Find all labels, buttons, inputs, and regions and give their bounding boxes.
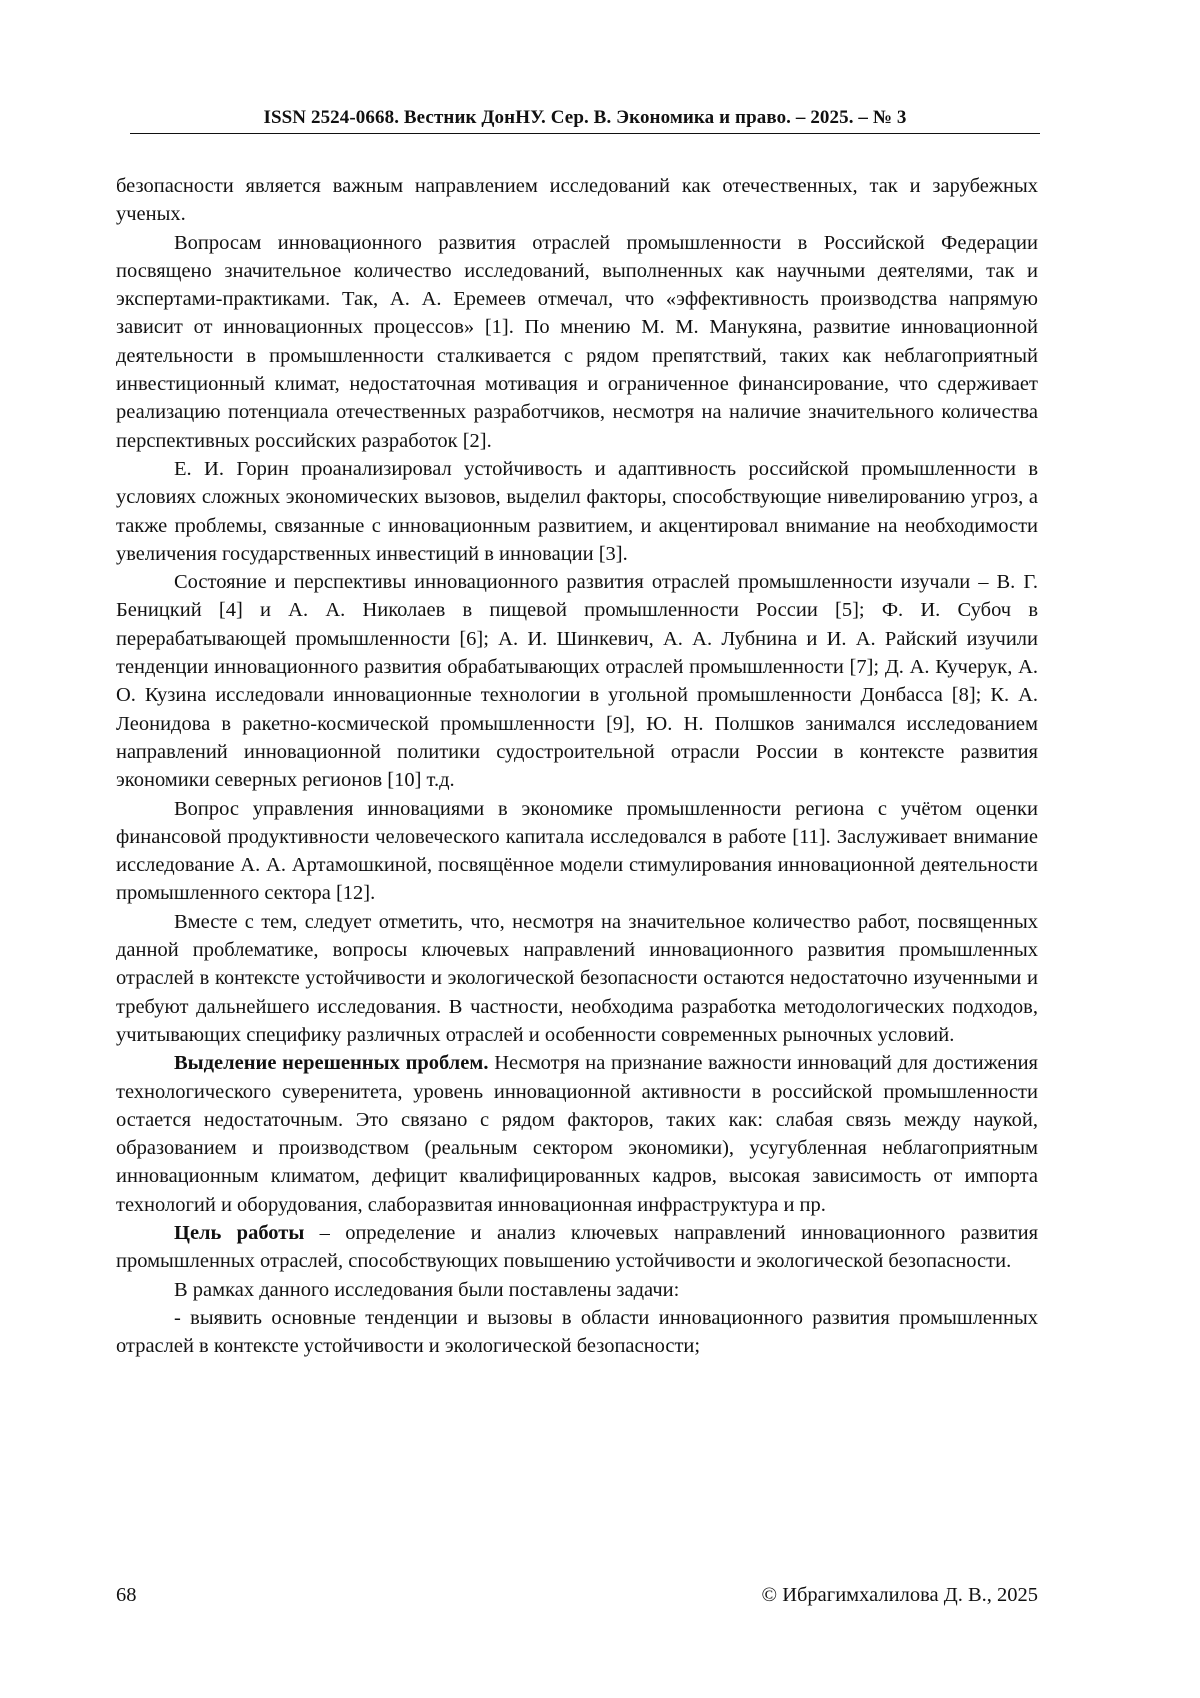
unsolved-problems-heading: Выделение нерешенных проблем. bbox=[174, 1052, 489, 1075]
page-number: 68 bbox=[116, 1584, 137, 1606]
paragraph-innovation-management: Вопрос управления инновациями в экономике промышленности региона с учётом оценки финансовой продуктивности человеческого капитала исследовался в работе [11]. Заслуживает внимание исследование А. А. Артамошкиной, посвящённое модели стимулирования инновационной деятельности промышленного сектора [12]. bbox=[116, 797, 1038, 905]
paragraph-unsolved-problems bbox=[116, 1049, 1038, 1219]
paragraph-continuation: безопасности является важным направлением исследований как отечественных, так и зарубежных ученых. bbox=[116, 175, 1038, 226]
paragraph-industry-studies: Состояние и перспективы инновационного развития отраслей промышленности изучали – В. Г. Беницкий [4] и А. А. Николаев в пищевой промышленности России [5]; Ф. И. Субоч в перерабатывающей промышленности [6]; А. И. Шинкевич, А. А. Лубнина и И. А. Райский изучили тенденции инновационного развития обрабатывающих отраслей промышленности [7]; Д. А. Кучерук, А. О. Кузина исследовали инновационные технологии в угольной промышленности Донбасса [8]; К. А. Леонидова в ракетно-космической промышленности [9], Ю. Н. Полшков занимался исследованием направлений инновационной политики судостроительной отрасли России в контексте развития экономики северных регионов [10] т.д. bbox=[116, 571, 1038, 792]
paragraph-research-gap: Вместе с тем, следует отметить, что, несмотря на значительное количество работ, посвященных данной проблематике, вопросы ключевых направлений инновационного развития промышленных отраслей в контексте устойчивости и экологической безопасности остаются недостаточно изученными и требуют дальнейшего исследования. В частности, необходима разработка методологических подходов, учитывающих специфику различных отраслей и особенности современных рыночных условий. bbox=[116, 910, 1038, 1046]
unsolved-problems-text: Несмотря на признание важности инноваций для достижения технологического суверенитета, уровень инновационной активности в российской промышленности остается недостаточным. Это связано с рядом факторов, таких как: слабая связь между наукой, образованием и производством (реальным сектором экономики), усугубленная неблагоприятным инновационным климатом, дефицит квалифицированных кадров, высокая зависимость от импорта технологий и оборудования, слаборазвитая инновационная инфраструктура и пр. bbox=[116, 1052, 1038, 1216]
paragraph-tasks-intro: В рамках данного исследования были поставлены задачи: bbox=[174, 1278, 680, 1301]
article-body bbox=[116, 172, 1038, 1360]
paragraph-literature-review: Вопросам инновационного развития отраслей промышленности в Российской Федерации посвящено значительное количество исследований, выполненных как научными деятелями, так и экспертами-практиками. Так, А. А. Еремеев отмечал, что «эффективность производства напрямую зависит от инновационных процессов» [1]. По мнению М. М. Манукяна, развитие инновационной деятельности в промышленности сталкивается с рядом препятствий, таких как неблагоприятный инвестиционный климат, недостаточная мотивация и ограниченное финансирование, что сдерживает реализацию потенциала отечественных разработчиков, несмотря на наличие значительного количества перспективных российских разработок [2]. bbox=[116, 231, 1038, 452]
header-rule bbox=[130, 133, 1040, 134]
work-goal-heading: Цель работы bbox=[174, 1221, 305, 1244]
paragraph-work-goal bbox=[116, 1219, 1038, 1276]
list-item-task: - выявить основные тенденции и вызовы в области инновационного развития промышленных отраслей в контексте устойчивости и экологической безопасности; bbox=[116, 1306, 1038, 1358]
paragraph-gorin: Е. И. Горин проанализировал устойчивость и адаптивность российской промышленности в условиях сложных экономических вызовов, выделил факторы, способствующие нивелированию угроз, а также проблемы, связанные с инновационным развитием, и акцентировал внимание на необходимости увеличения государственных инвестиций в инновации [3]. bbox=[116, 457, 1038, 565]
work-goal-text: – определение и анализ ключевых направлений инновационного развития промышленных отраслей, способствующих повышению устойчивости и экологической безопасности. bbox=[116, 1221, 1039, 1273]
running-header: ISSN 2524-0668. Вестник ДонНУ. Сер. В. Экономика и право. – 2025. – № 3 bbox=[263, 107, 907, 128]
copyright-notice: © Ибрагимхалилова Д. В., 2025 bbox=[761, 1584, 1038, 1606]
